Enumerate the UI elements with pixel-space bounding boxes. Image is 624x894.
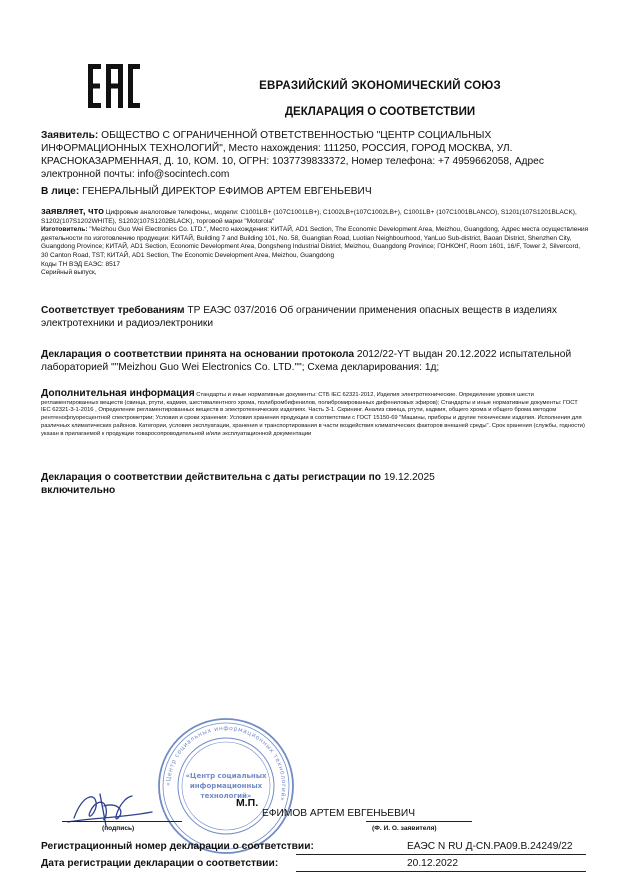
declares-label: заявляет, что — [41, 206, 104, 217]
name-caption: (Ф. И. О. заявителя) — [372, 825, 437, 832]
seal-line-3: технологий» — [200, 792, 252, 800]
additional-info-text: Стандарты и иные нормативные документы: СТБ IEC 62321-2012, Изделия электротехнические. Определение уровня шести регламентированных веществ (свинца, ртути, кадмия, шестивалентного хрома, полибромбифенилов, полибромированных дифениловых эфиров); Стандарты и иные нормативные документы: ГОСТ IEC 62321-3-1-2016 , Определение регламентированных веществ в электротехнических изделиях. Часть 3-1. Скрининг. Анализ свинца, ртути, кадмия, общего хрома и общего брома методом рентгенофлуоресцентной спектрометрии; Условия и сроки хранения: Условия хранения продукции в соответствии с ГОСТ 15150-69 "Машины, приборы и другие технические изделия. Исполнения для различных климатических районов. Категории, условия эксплуатации, хранения и транспортирования в части воздействия климатических факторов внешней среды". Срок хранения (службы, годности) указан в прилагаемой к продукции товаросопроводительной и/или эксплуатационной документации — [41, 392, 585, 437]
validity-inclusive: включительно — [41, 485, 116, 496]
handwritten-signature — [60, 788, 180, 828]
registration-date-value: 20.12.2022 — [407, 858, 458, 869]
name-line — [366, 821, 472, 822]
manufacturer-label: Изготовитель: — [41, 226, 88, 234]
signature-line — [62, 821, 182, 822]
declares-section — [41, 208, 589, 278]
seal-line-1: «Центр социальных — [185, 772, 267, 780]
representative-label: В лице: — [41, 186, 80, 197]
basis-section — [41, 348, 589, 374]
representative-section — [41, 185, 589, 198]
company-seal — [156, 716, 296, 856]
seal-ring-text: «Центр социальных информационных технологий» — [164, 724, 288, 803]
product-text: Цифровые аналоговые телефоны,, модели: C1001LB+ (107C1001LB+), C1002LB+(107C1002LB+), C1001LB+ (107C1001BLANCO), S1201(107S1201BLACK), S1202(107S1202WHITE), S1202(107S1202BLACK), торговой марки "Motorola" — [41, 209, 577, 225]
representative-text: ГЕНЕРАЛЬНЫЙ ДИРЕКТОР ЕФИМОВ АРТЕМ ЕВГЕНЬЕВИЧ — [79, 186, 372, 197]
validity-label: Декларация о соответствии действительна с даты регистрации по — [41, 472, 381, 483]
signature-caption: (подпись) — [102, 825, 135, 832]
applicant-text: ОБЩЕСТВО С ОГРАНИЧЕННОЙ ОТВЕТСТВЕННОСТЬЮ "ЦЕНТР СОЦИАЛЬНЫХ ИНФОРМАЦИОННЫХ ТЕХНОЛОГИЙ", Место нахождения: 111250, РОССИЯ, ГОРОД МОСКВА, УЛ. КРАСНОКАЗАРМЕННАЯ, Д. 10, КОМ. 10, ОГРН: 1037739833372, Номер телефона: +7 4959662058, Адрес электронной почты: info@socintech.com — [41, 130, 544, 180]
seal-line-2: информационных — [189, 782, 263, 790]
conforms-label: Соответствует требованиям — [41, 305, 185, 316]
conforms-section — [41, 304, 589, 330]
serial-release: Серийный выпуск, — [41, 269, 97, 277]
tn-ved-codes: Коды ТН ВЭД ЕАЭС: 8517 — [41, 260, 120, 268]
registration-number-value: ЕАЭС N RU Д-CN.PA09.B.24249/22 — [407, 841, 573, 852]
registration-date-label: Дата регистрации декларации о соответствии: — [41, 858, 279, 869]
registration-number-label: Регистрационный номер декларации о соответствии: — [41, 841, 314, 852]
registration-number-line — [296, 854, 586, 855]
document-title: ДЕКЛАРАЦИЯ О СООТВЕТСТВИИ — [284, 106, 476, 118]
basis-text: 2012/22-YT выдан 20.12.2022 испытательной лабораторией ""Meizhou Guo Wei Electronics Co. LTD.""; Схема декларирования: 1д; — [41, 349, 572, 373]
union-heading: ЕВРАЗИЙСКИЙ ЭКОНОМИЧЕСКИЙ СОЮЗ — [259, 80, 501, 92]
basis-label: Декларация о соответствии принята на основании протокола — [41, 349, 355, 360]
applicant-section — [41, 129, 589, 181]
additional-info-section — [41, 390, 589, 438]
additional-info-label: Дополнительная информация — [41, 388, 195, 399]
eac-logo — [88, 64, 140, 108]
validity-section — [41, 471, 589, 497]
stamp-place-label: М.П. — [236, 797, 259, 809]
conforms-text: ТР ЕАЭС 037/2016 Об ограничении применения опасных веществ в изделиях электротехники и радиоэлектроники — [41, 305, 557, 329]
registration-date-line — [296, 871, 586, 872]
applicant-label: Заявитель: — [41, 130, 99, 141]
validity-date: 19.12.2025 — [380, 472, 435, 483]
signatory-name: ЕФИМОВ АРТЕМ ЕВГЕНЬЕВИЧ — [262, 808, 416, 819]
manufacturer-text: "Meizhou Guo Wei Electronics Co. LTD.", Место нахождения: КИТАЙ, AD1 Section, The Economic Development Area, Meizhou, Guangdong, Адрес места осуществления деятельности по изготовлению продукции: КИТАЙ, Building 7 and Building 101, No. 58, Guangtian Road, Luotian Neighbourhood, YanLuo Sub-district, Baoan District, Shenzhen City, Guangdong Province; КИТАЙ, AD1 Section, Economic Development Area, Dongsheng Industrial District, Meizhou, Guangdong Province; ГОНКОНГ, Room 1601, 16/F, Tower 2, Silvercord, 30 Canton Road, TST; КИТАЙ, AD1 Section, The Economic Development Area, Meizhou, Guangdong — [41, 226, 589, 259]
